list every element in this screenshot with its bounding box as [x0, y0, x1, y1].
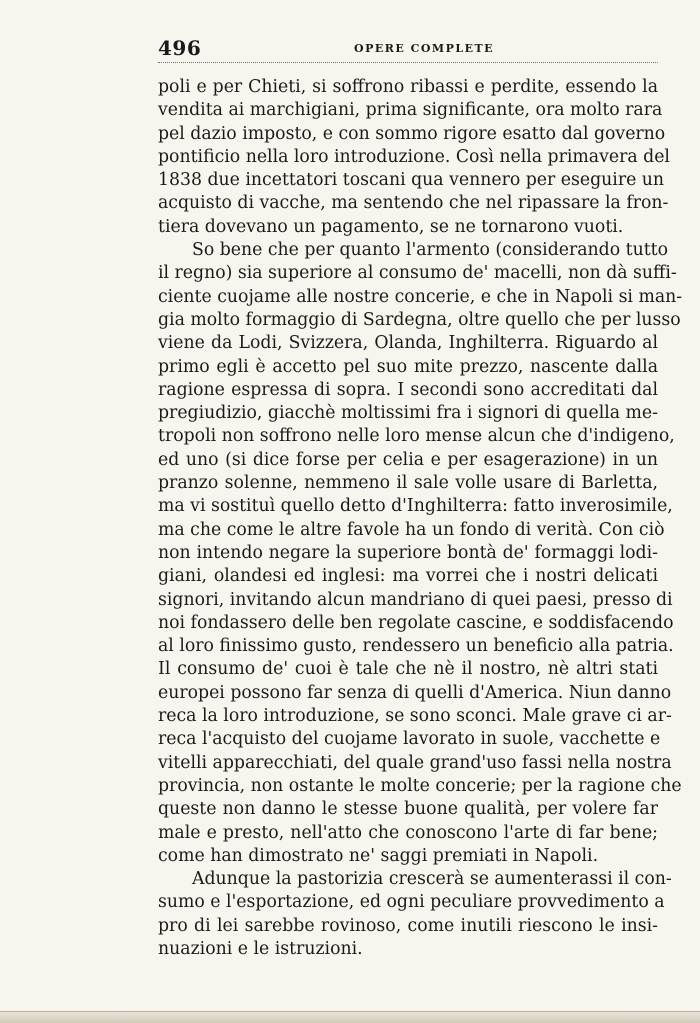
- text-line: ma vi sostituì quello detto d'Inghilterra: fatto inverosimile,: [158, 496, 673, 517]
- text-line: ma che come le altre favole ha un fondo di verità. Con ciò: [158, 519, 665, 540]
- text-line: pranzo solenne, nemmeno il sale volle usare di Barletta,: [158, 473, 658, 494]
- text-line: So bene che per quanto l'armento (considerando tutto: [192, 240, 669, 261]
- text-line: ed uno (si dice forse per celia e per esagerazione) in un: [158, 449, 658, 470]
- text-line: non intendo negare la superiore bontà de' formaggi lodi-: [158, 542, 658, 563]
- text-line: Il consumo de' cuoi è tale che nè il nostro, nè altri stati: [158, 659, 658, 680]
- text-line: queste non danno le stesse buone qualità, per volere far: [158, 799, 658, 820]
- text-line: pro di lei sarebbe rovinoso, come inutili riescono le insi-: [158, 915, 658, 936]
- header-rule: [158, 62, 658, 63]
- text-line: tiera dovevano un pagamento, se ne tornarono vuoti.: [158, 216, 624, 237]
- text-line: pontificio nella loro introduzione. Così nella primavera del: [158, 146, 670, 167]
- text-line: poli e per Chieti, si soffrono ribassi e perdite, essendo la: [158, 77, 658, 97]
- text-line: reca l'acquisto del cuojame lavorato in suole, vacchette e: [158, 729, 661, 750]
- text-line: ragione espressa di sopra. I secondi sono accreditati dal: [158, 379, 658, 400]
- text-line: primo egli è accetto pel suo mite prezzo, nascente dalla: [158, 356, 658, 377]
- text-line: Adunque la pastorizia crescerà se aumenterassi il con-: [192, 869, 672, 890]
- text-line: acquisto di vacche, ma sentendo che nel ripassare la fron-: [158, 193, 669, 214]
- text-line: viene da Lodi, Svizzera, Olanda, Inghilterra. Riguardo al: [158, 333, 658, 354]
- page-header: [158, 36, 658, 62]
- paragraph: [158, 239, 683, 868]
- text-line: pel dazio imposto, e con sommo rigore esatto dal governo: [158, 123, 666, 144]
- page-bottom-edge: [0, 1011, 700, 1023]
- page-number: 496: [158, 36, 202, 60]
- text-line: reca la loro introduzione, se sono sconci. Male grave ci ar-: [158, 706, 672, 727]
- text-line: come han dimostrato ne' saggi premiati in Napoli.: [158, 845, 599, 866]
- text-line: nuazioni e le istruzioni.: [158, 938, 363, 959]
- text-line: il regno) sia superiore al consumo de' macelli, non dà suffi-: [158, 263, 677, 284]
- text-line: al loro finissimo gusto, rendessero un beneficio alla patria.: [158, 636, 674, 657]
- text-line: giani, olandesi ed inglesi: ma vorrei che i nostri delicati: [158, 566, 658, 587]
- text-line: vitelli apparecchiati, del quale grand'uso fassi nella nostra: [158, 752, 672, 773]
- text-line: signori, invitando alcun mandriano di quei paesi, presso di: [158, 589, 673, 610]
- text-line: noi fondassero delle ben regolate cascine, e soddisfacendo: [158, 612, 674, 633]
- text-line: sumo e l'esportazione, ed ogni peculiare provvedimento a: [158, 892, 665, 913]
- text-line: provincia, non ostante le molte concerie; per la ragione che: [158, 775, 682, 796]
- text-line: europei possono far senza di quelli d'America. Niun danno: [158, 682, 672, 703]
- body-text: [158, 76, 683, 961]
- text-line: gia molto formaggio di Sardegna, oltre quello che per lusso: [158, 309, 681, 330]
- text-line: tropoli non soffrono nelle loro mense alcun che d'indigeno,: [158, 426, 675, 447]
- running-title: OPERE COMPLETE: [354, 42, 495, 55]
- text-line: male e presto, nell'atto che conoscono l'arte di far bene;: [158, 822, 658, 843]
- text-line: vendita ai marchigiani, prima significante, ora molto rara: [158, 100, 663, 121]
- paragraph: [158, 868, 672, 961]
- paragraph: [158, 76, 670, 239]
- text-line: 1838 due incettatori toscani qua vennero per eseguire un: [158, 170, 665, 191]
- text-line: ciente cuojame alle nostre concerie, e che in Napoli si man-: [158, 286, 683, 307]
- text-line: pregiudizio, giacchè moltissimi fra i signori di quella me-: [158, 403, 658, 424]
